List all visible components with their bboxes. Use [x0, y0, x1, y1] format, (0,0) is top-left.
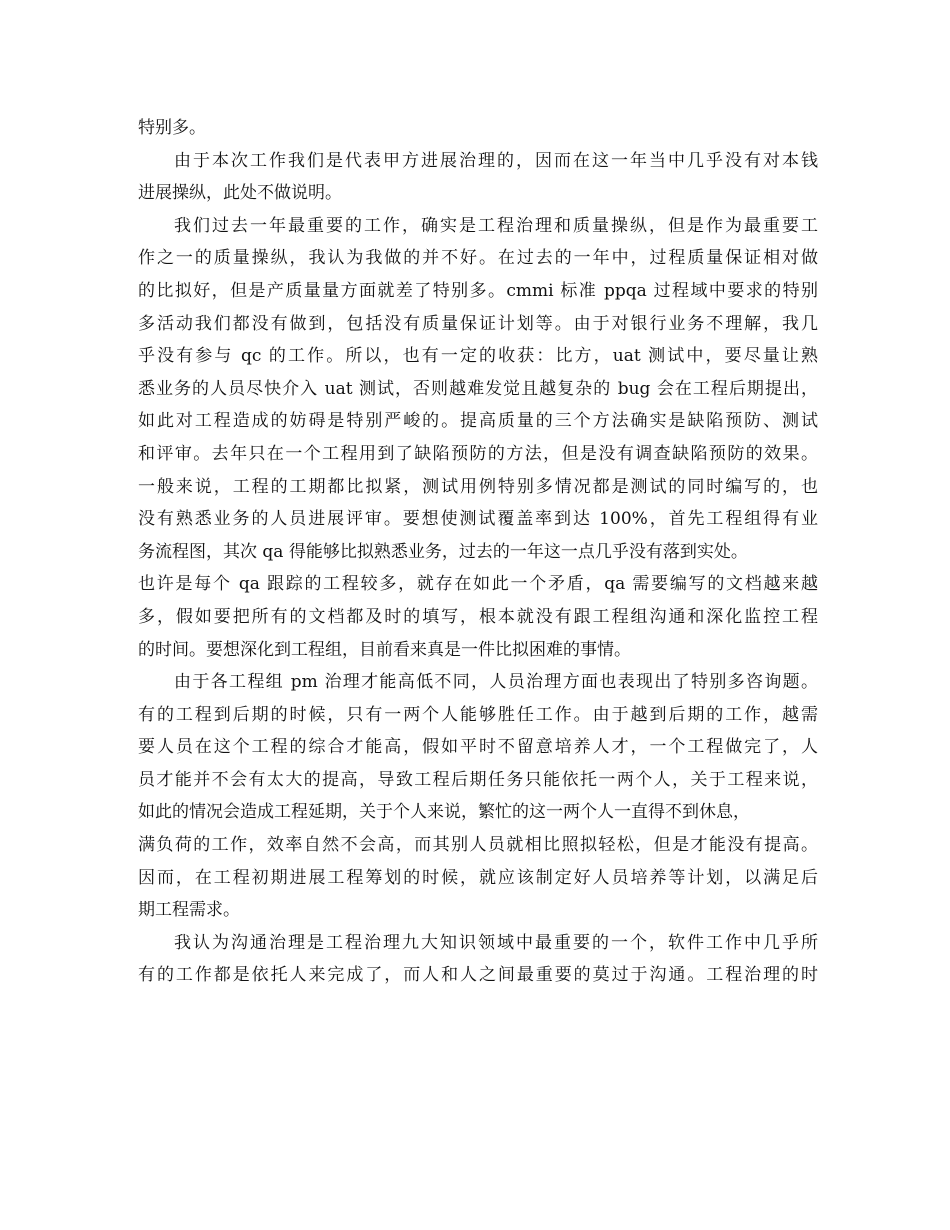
text-line: 务流程图，其次 qa 得能够比拟熟悉业务，过去的一年这一点几乎没有落到实处。 — [138, 541, 748, 562]
text-line: 由于本次工作我们是代表甲方进展治理的，因而在这一年当中几乎没有对本钱 — [174, 150, 818, 171]
text-line: 作之一的质量操纵，我认为我做的并不好。在过去的一年中，过程质量保证相对做 — [138, 248, 818, 269]
text-line: 因而，在工程初期进展工程筹划的时候，就应该制定好人员培养等计划，以满足后 — [138, 867, 818, 888]
text-line: 乎没有参与 qc 的工作。所以，也有一定的收获：比方，uat 测试中，要尽量让熟 — [138, 346, 818, 367]
text-line: 进展操纵，此处不做说明。 — [138, 183, 342, 204]
text-line: 有的工作都是依托人来完成了，而人和人之间最重要的莫过于沟通。工程治理的时 — [138, 965, 818, 986]
text-line: 期工程需求。 — [138, 900, 240, 921]
text-line: 的时间。要想深化到工程组，目前看来真是一件比拟困难的事情。 — [138, 639, 631, 660]
text-line: 员才能并不会有太大的提高，导致工程后期任务只能依托一两个人，关于工程来说， — [138, 769, 818, 790]
text-line: 没有熟悉业务的人员进展评审。要想使测试覆盖率到达 100%，首先工程组得有业 — [138, 509, 818, 530]
text-line: 有的工程到后期的时候，只有一两个人能够胜任工作。由于越到后期的工作，越需 — [138, 704, 818, 725]
text-line: 和评审。去年只在一个工程用到了缺陷预防的方法，但是没有调查缺陷预防的效果。 — [138, 443, 818, 464]
text-line: 也许是每个 qa 跟踪的工程较多，就存在如此一个矛盾，qa 需要编写的文档越来越 — [138, 574, 818, 595]
text-line: 我认为沟通治理是工程治理九大知识领域中最重要的一个，软件工作中几乎所 — [174, 932, 818, 953]
text-line: 多活动我们都没有做到，包括没有质量保证计划等。由于对银行业务不理解，我几 — [138, 313, 818, 334]
text-line: 多，假如要把所有的文档都及时的填写，根本就没有跟工程组沟通和深化监控工程 — [138, 606, 818, 627]
text-line: 特别多。 — [138, 118, 206, 138]
text-line: 要人员在这个工程的综合才能高，假如平时不留意培养人才，一个工程做完了，人 — [138, 737, 818, 758]
text-line: 的比拟好，但是产质量量方面就差了特别多。cmmi 标准 ppqa 过程域中要求的特别 — [138, 280, 818, 301]
text-line: 满负荷的工作，效率自然不会高，而其别人员就相比照拟轻松，但是才能没有提高。 — [138, 835, 818, 856]
document-body — [138, 112, 818, 992]
text-line: 如此的情况会造成工程延期，关于个人来说，繁忙的这一两个人一直得不到休息， — [138, 802, 750, 823]
text-line: 悉业务的人员尽快介入 uat 测试，否则越难发觉且越复杂的 bug 会在工程后期提出， — [138, 378, 818, 399]
text-line: 如此对工程造成的妨碍是特别严峻的。提高质量的三个方法确实是缺陷预防、测试 — [138, 411, 818, 432]
text-line: 由于各工程组 pm 治理才能高低不同，人员治理方面也表现出了特别多咨询题。 — [174, 672, 818, 693]
text-line: 我们过去一年最重要的工作，确实是工程治理和质量操纵，但是作为最重要工 — [174, 215, 818, 236]
text-line: 一般来说，工程的工期都比拟紧，测试用例特别多情况都是测试的同时编写的，也 — [138, 476, 818, 497]
